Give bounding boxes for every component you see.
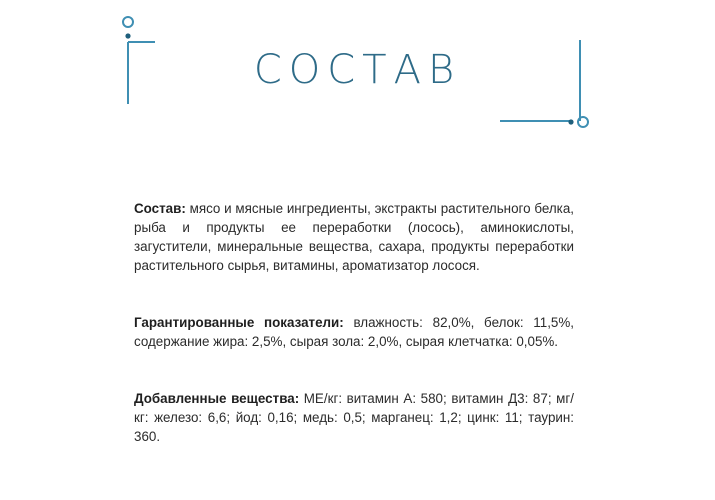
additives-label: Добавленные вещества: <box>134 391 300 406</box>
guaranteed-analysis-label: Гарантированные показатели: <box>134 315 344 330</box>
guaranteed-analysis-paragraph <box>134 313 574 351</box>
additives-paragraph <box>134 389 574 446</box>
composition-text: мясо и мясные ингредиенты, экстракты растительного белка, рыба и продукты ее переработки (лосось), аминокислоты, загустители, минеральные вещества, сахара, продукты переработки растительного сырья, витамины, ароматизатор лосося. <box>134 201 574 273</box>
guaranteed-analysis-text: влажность: 82,0%, белок: 11,5%, содержание жира: 2,5%, сырая зола: 2,0%, сырая клетчатка: 0,05%. <box>134 315 575 349</box>
page-title: СОСТАВ <box>253 47 462 93</box>
composition-label: Состав: <box>134 201 186 216</box>
additives-text: МЕ/кг: витамин А: 580; витамин Д3: 87; мг/кг: железо: 6,6; йод: 0,16; медь: 0,5; марганец: 1,2; цинк: 11; таурин: 360. <box>134 391 574 444</box>
composition-content <box>134 199 574 484</box>
composition-paragraph <box>134 199 574 275</box>
